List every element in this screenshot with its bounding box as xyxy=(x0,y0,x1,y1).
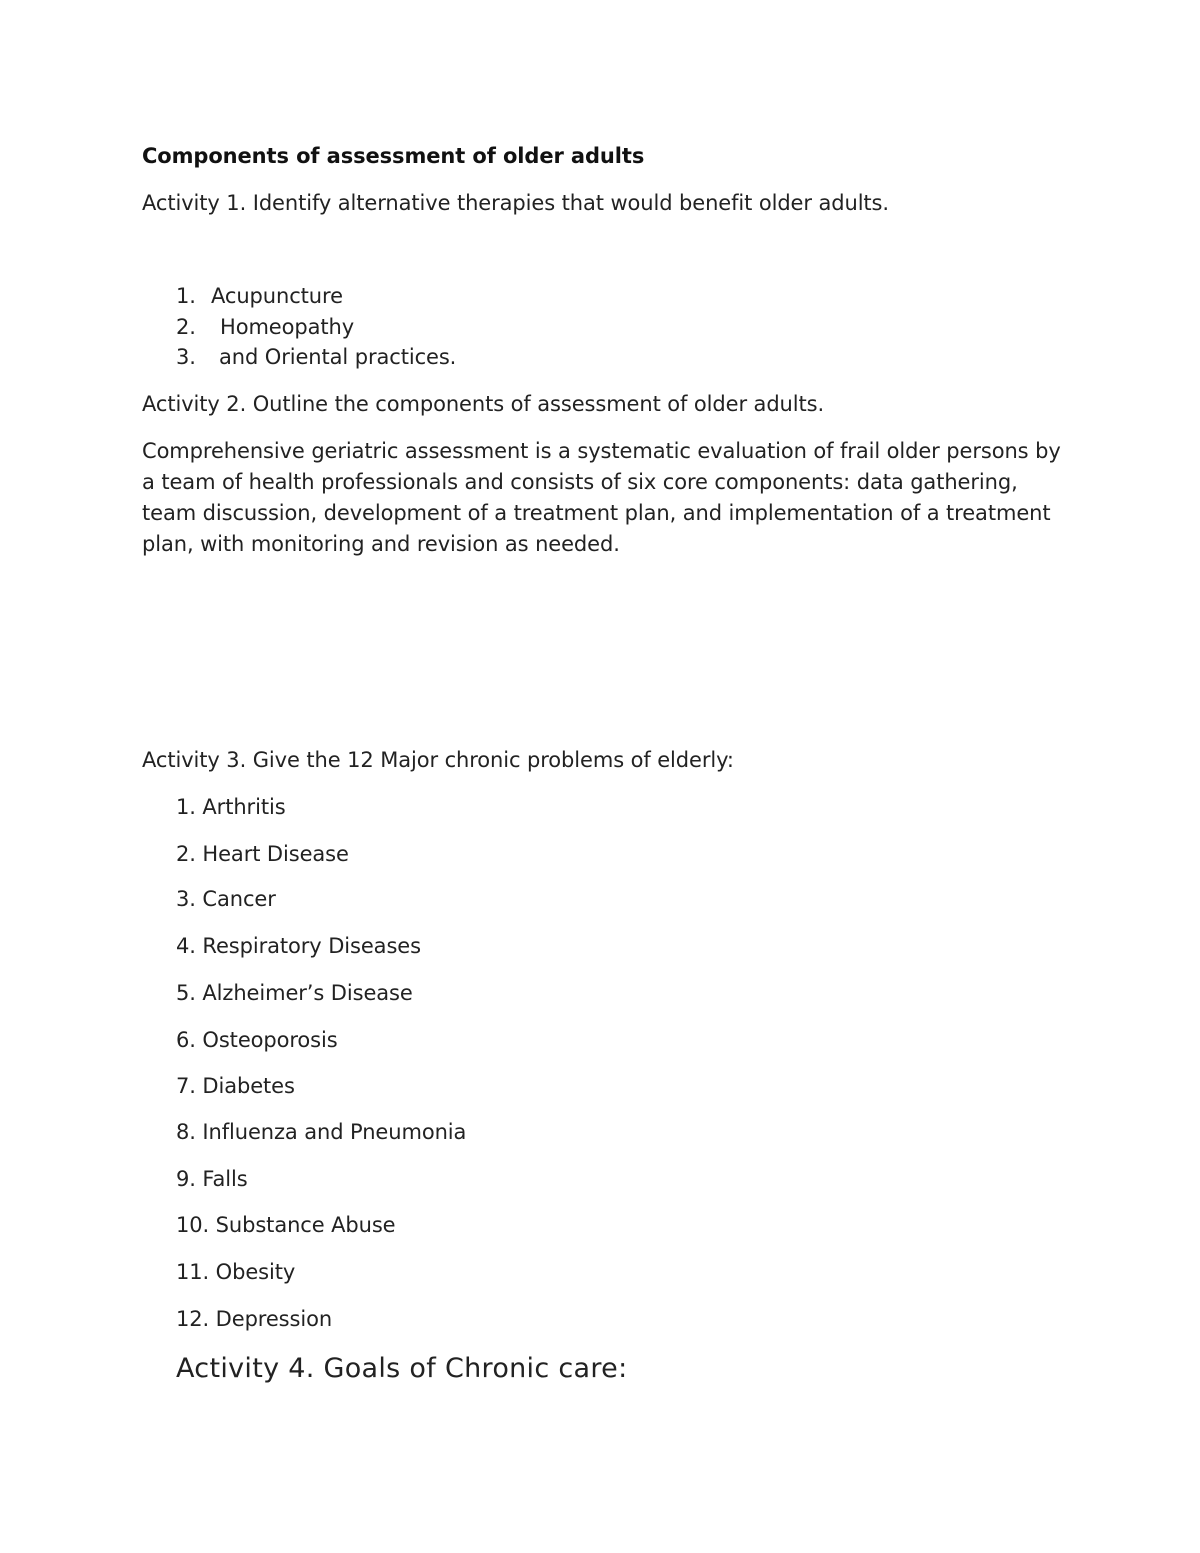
list-item: 4. Respiratory Diseases xyxy=(176,934,421,958)
list-item: 10. Substance Abuse xyxy=(176,1213,396,1237)
activity-2-paragraph: Comprehensive geriatric assessment is a systematic evaluation of frail older persons by a team of health professionals and consists of six core components: data gathering, team discussion, development of a treatment plan, and implementation of a treatment plan, with monitoring and revision as needed. xyxy=(142,439,1061,556)
list-item: 8. Influenza and Pneumonia xyxy=(176,1120,467,1144)
list-item: 5. Alzheimer’s Disease xyxy=(176,981,413,1005)
document-title: Components of assessment of older adults xyxy=(142,144,645,168)
list-item: 9. Falls xyxy=(176,1167,248,1191)
list-item-text: Acupuncture xyxy=(211,284,343,308)
list-item: 3. Cancer xyxy=(176,887,276,911)
list-item: 11. Obesity xyxy=(176,1260,296,1284)
list-item: 12. Depression xyxy=(176,1307,333,1331)
list-item-text: Homeopathy xyxy=(220,315,355,339)
list-item: 6. Osteoporosis xyxy=(176,1028,338,1052)
list-item-number: 3. xyxy=(176,345,196,369)
activity-1-prompt: Activity 1. Identify alternative therapies that would benefit older adults. xyxy=(142,191,889,215)
list-item xyxy=(176,281,343,312)
list-item xyxy=(176,312,354,343)
list-item: 7. Diabetes xyxy=(176,1074,295,1098)
activity-4-heading: Activity 4. Goals of Chronic care: xyxy=(176,1353,628,1384)
list-item-text: and Oriental practices. xyxy=(219,345,457,369)
activity-3-prompt: Activity 3. Give the 12 Major chronic problems of elderly: xyxy=(142,748,734,772)
list-item: 2. Heart Disease xyxy=(176,842,349,866)
list-item-number: 1. xyxy=(176,284,196,308)
list-item-number: 2. xyxy=(176,315,196,339)
activity-2-prompt: Activity 2. Outline the components of assessment of older adults. xyxy=(142,392,825,416)
list-item: 1. Arthritis xyxy=(176,795,286,819)
list-item xyxy=(176,342,456,373)
